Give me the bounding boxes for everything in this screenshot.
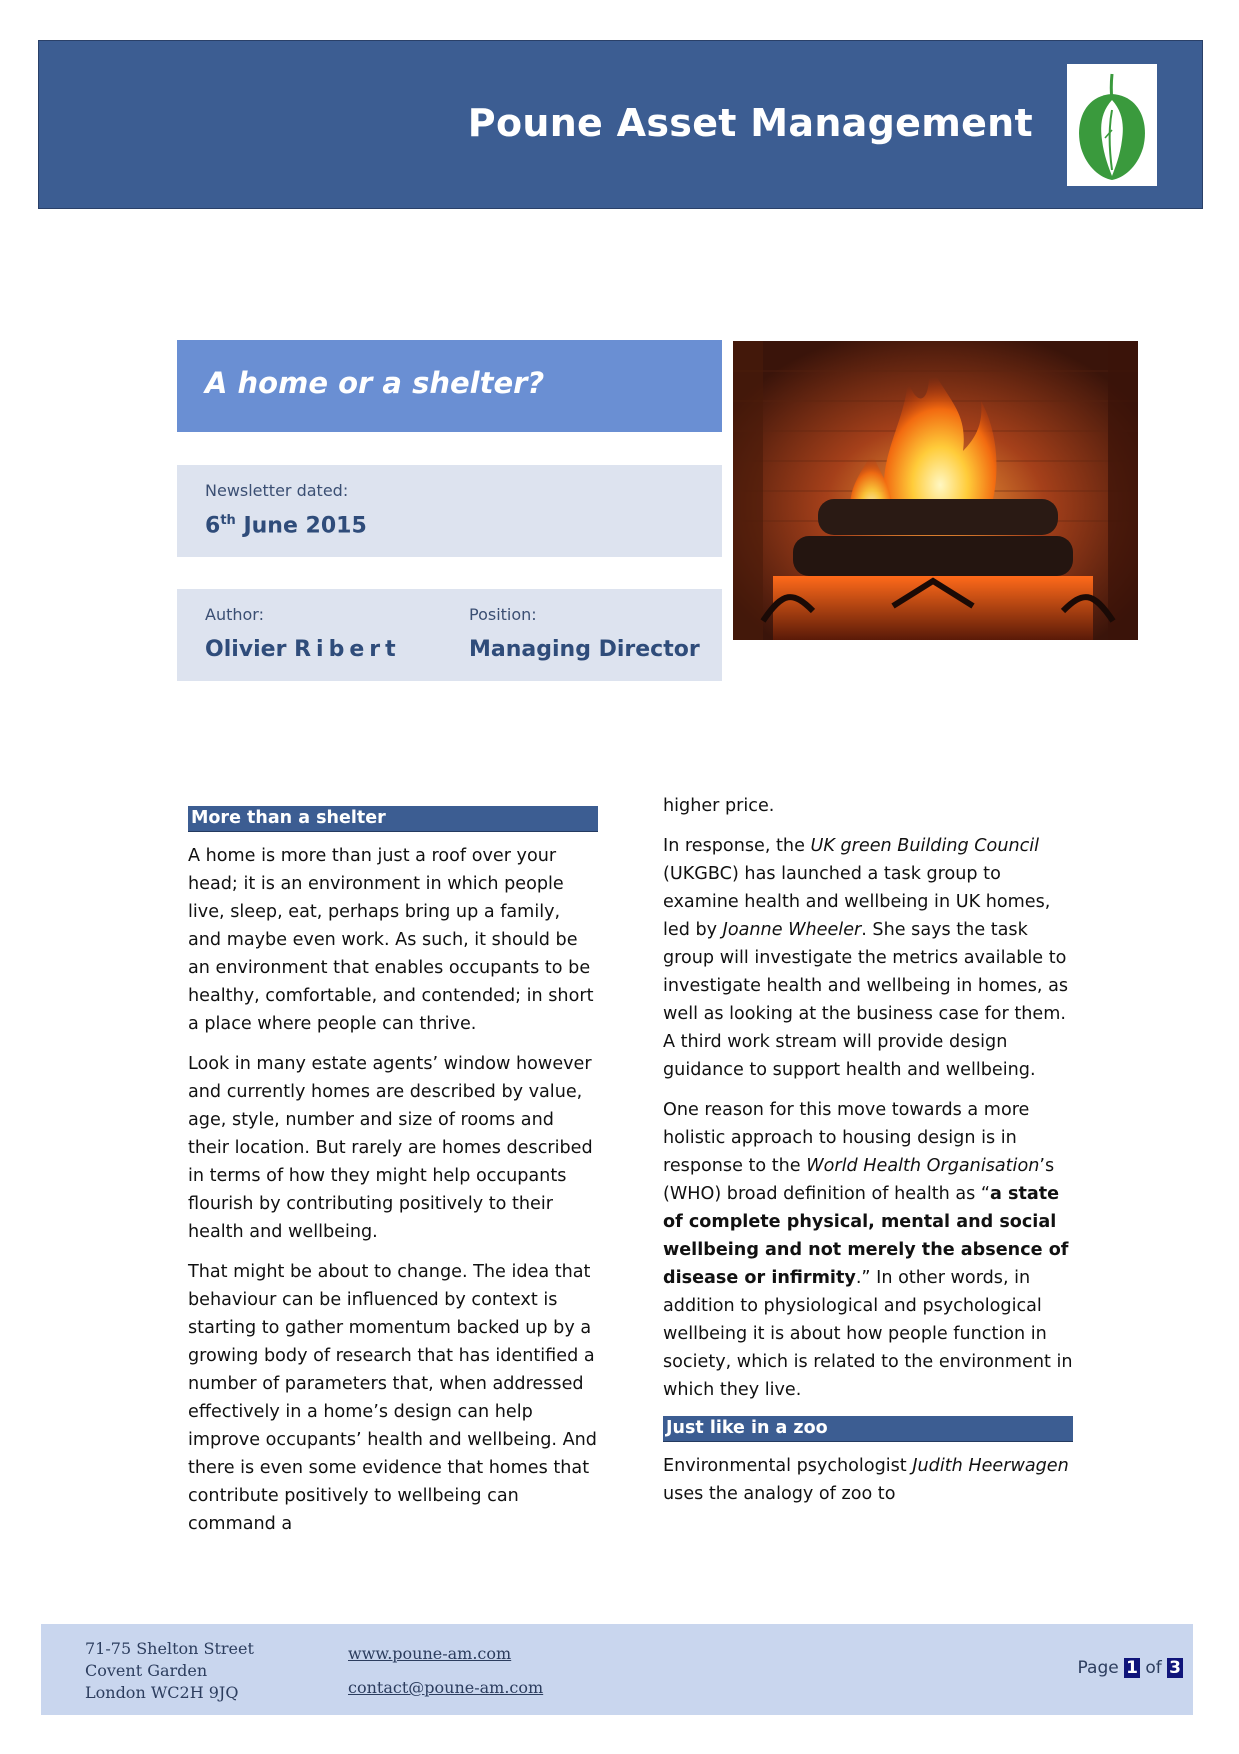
company-address — [85, 1638, 254, 1704]
paragraph: Look in many estate agents’ window however and currently homes are described by value, age, style, number and size of rooms and their location. But rarely are homes described in terms of how they might help occupants flourish by contributing positively to their health and wellbeing. — [188, 1054, 593, 1242]
article-title: A home or a shelter? — [205, 366, 545, 400]
who-name: World Health Organisation — [806, 1156, 1040, 1176]
article-title-box — [177, 340, 722, 432]
section-heading-just-like-zoo: Just like in a zoo — [663, 1416, 1073, 1442]
page-header — [38, 40, 1203, 209]
newsletter-date: 6th June 2015 — [205, 513, 367, 539]
left-column — [188, 806, 598, 1550]
author-position: Managing Director — [469, 637, 700, 662]
date-box — [177, 465, 722, 557]
date-label: Newsletter dated: — [205, 481, 349, 500]
address-line: London WC2H 9JQ — [85, 1683, 239, 1702]
leaf-logo-icon — [1067, 64, 1157, 186]
paragraph: A home is more than just a roof over your head; it is an environment in which people live, sleep, eat, perhaps bring up a family, and maybe even work. As such, it should be an environment that enables occupants to be healthy, comfortable, and contended; in short a place where people can thrive. — [188, 846, 594, 1034]
page-indicator: Page 1 of 3 — [1077, 1658, 1181, 1678]
paragraph: Environmental psychologist Judith Heerwagen uses the analogy of zoo to — [663, 1456, 1069, 1504]
position-label: Position: — [469, 605, 537, 624]
paragraph: higher price. — [663, 796, 775, 816]
total-pages: 3 — [1169, 1658, 1181, 1678]
page-footer — [41, 1624, 1193, 1715]
section-heading-more-than-shelter: More than a shelter — [188, 806, 598, 832]
author-name: Olivier Ribert — [205, 637, 401, 662]
fireplace-photo — [733, 341, 1138, 640]
health-definition-quote: a state of complete physical, mental and social wellbeing and not merely the absence of disease or infirmity — [663, 1184, 1069, 1288]
paragraph: One reason for this move towards a more holistic approach to housing design is in response to the World Health Organisation’s (WHO) broad definition of health as “a state of complete physical, mental and social wellbeing and not merely the absence of disease or infirmity.” In other words, in addition to physiological and psychological wellbeing it is about how people function in society, which is related to the environment in which they live. — [663, 1100, 1073, 1400]
author-label: Author: — [205, 605, 264, 624]
author-box — [177, 589, 722, 681]
person-name: Judith Heerwagen — [912, 1456, 1069, 1476]
website-link[interactable]: www.poune-am.com — [348, 1644, 512, 1663]
address-line: Covent Garden — [85, 1661, 208, 1680]
person-name: Joanne Wheeler — [722, 920, 862, 940]
ukgbc-name: UK green Building Council — [810, 836, 1040, 856]
right-column — [663, 792, 1073, 1520]
address-line: 71-75 Shelton Street — [85, 1639, 254, 1658]
paragraph: In response, the UK green Building Council (UKGBC) has launched a task group to examine health and wellbeing in UK homes, led by Joanne Wheeler. She says the task group will investigate the metrics available to investigate health and wellbeing in homes, as well as looking at the business case for them. A third work stream will provide design guidance to support health and wellbeing. — [663, 836, 1069, 1080]
current-page: 1 — [1126, 1658, 1138, 1678]
email-link[interactable]: contact@poune-am.com — [348, 1678, 544, 1697]
paragraph: That might be about to change. The idea that behaviour can be influenced by context is starting to gather momentum backed up by a growing body of research that has identified a number of parameters that, when addressed effectively in a home’s design can help improve occupants’ health and wellbeing. And there is even some evidence that homes that contribute positively to wellbeing can command a — [188, 1262, 597, 1534]
company-name: Poune Asset Management — [467, 101, 1033, 145]
